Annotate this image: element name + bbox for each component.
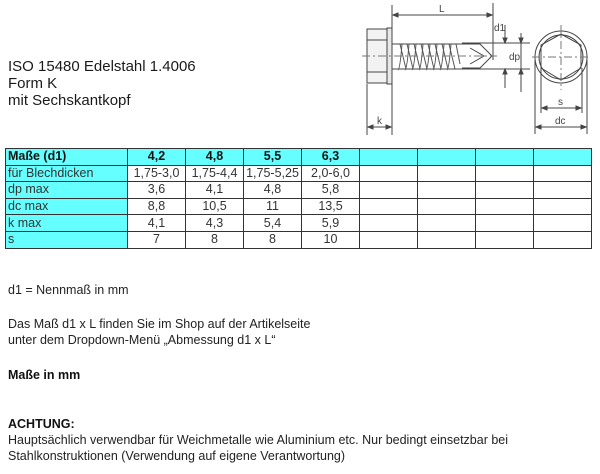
warning-text-line2: Stahlkonstruktionen (Verwendung auf eigene Verantwortung) [8,449,346,463]
table-cell: 13,5 [302,198,360,215]
table-row [6,165,592,182]
row-label: k max [6,215,128,232]
header-cell [476,149,534,166]
label-L: L [439,4,445,15]
table-cell [534,215,592,232]
table-row [6,182,592,199]
table-cell [534,165,592,182]
label-dc: dc [555,116,566,127]
table-cell [534,231,592,248]
table-cell [360,231,418,248]
table-cell: 1,75-4,4 [186,165,244,182]
header-label: Maße (d1) [6,149,128,166]
table-cell: 5,8 [302,182,360,199]
title-form: Form K [8,75,58,92]
table-cell: 4,3 [186,215,244,232]
table-cell [534,198,592,215]
title-head-type: mit Sechskantkopf [8,92,131,109]
table-cell [360,182,418,199]
table-cell [360,165,418,182]
header-cell: 4,2 [128,149,186,166]
shop-info-line1: Das Maß d1 x L finden Sie im Shop auf der Artikelseite [8,317,311,331]
table-cell: 10 [302,231,360,248]
row-label: s [6,231,128,248]
table-cell: 4,1 [128,215,186,232]
table-cell [418,198,476,215]
table-cell: 8 [186,231,244,248]
table-cell [360,215,418,232]
table-row [6,198,592,215]
warning-text-line1: Hauptsächlich verwendbar für Weichmetalle wie Aluminium etc. Nur bedingt einsetzbar bei [8,433,509,447]
table-cell [476,165,534,182]
table-cell [476,231,534,248]
table-cell [534,182,592,199]
label-k: k [377,116,382,127]
table-row [6,231,592,248]
table-cell [418,182,476,199]
header-cell: 6,3 [302,149,360,166]
table-cell: 11 [244,198,302,215]
table-cell: 5,9 [302,215,360,232]
row-label: dc max [6,198,128,215]
table-cell [418,215,476,232]
table-cell: 4,1 [186,182,244,199]
product-title [8,58,196,109]
table-cell: 3,6 [128,182,186,199]
table-cell [476,182,534,199]
row-label: dp max [6,182,128,199]
units-note: Maße in mm [8,368,81,382]
table-cell: 1,75-3,0 [128,165,186,182]
table-cell [476,198,534,215]
table-row [6,215,592,232]
table-cell: 10,5 [186,198,244,215]
table-cell [360,198,418,215]
row-label: für Blechdicken [6,165,128,182]
table-cell: 8 [244,231,302,248]
dimensions-table [5,148,592,249]
table-cell [476,215,534,232]
table-cell [418,231,476,248]
label-dp: dp [509,52,521,63]
header-cell: 4,8 [186,149,244,166]
table-header-row [6,149,592,166]
table-cell: 1,75-5,25 [244,165,302,182]
shop-info-line2: unter dem Dropdown-Menü „Abmessung d1 x L“ [8,333,276,347]
header-cell [360,149,418,166]
d1-definition: d1 = Nennmaß in mm [8,283,129,297]
table-cell: 4,8 [244,182,302,199]
label-s: s [558,97,563,108]
header-cell [534,149,592,166]
screw-technical-drawing [350,0,600,140]
label-d1: d1 [494,23,506,34]
warning-title: ACHTUNG: [8,417,75,431]
header-cell [418,149,476,166]
title-standard: ISO 15480 Edelstahl 1.4006 [8,58,196,75]
table-cell [418,165,476,182]
table-cell: 2,0-6,0 [302,165,360,182]
table-cell: 5,4 [244,215,302,232]
table-cell: 8,8 [128,198,186,215]
table-cell: 7 [128,231,186,248]
header-cell: 5,5 [244,149,302,166]
